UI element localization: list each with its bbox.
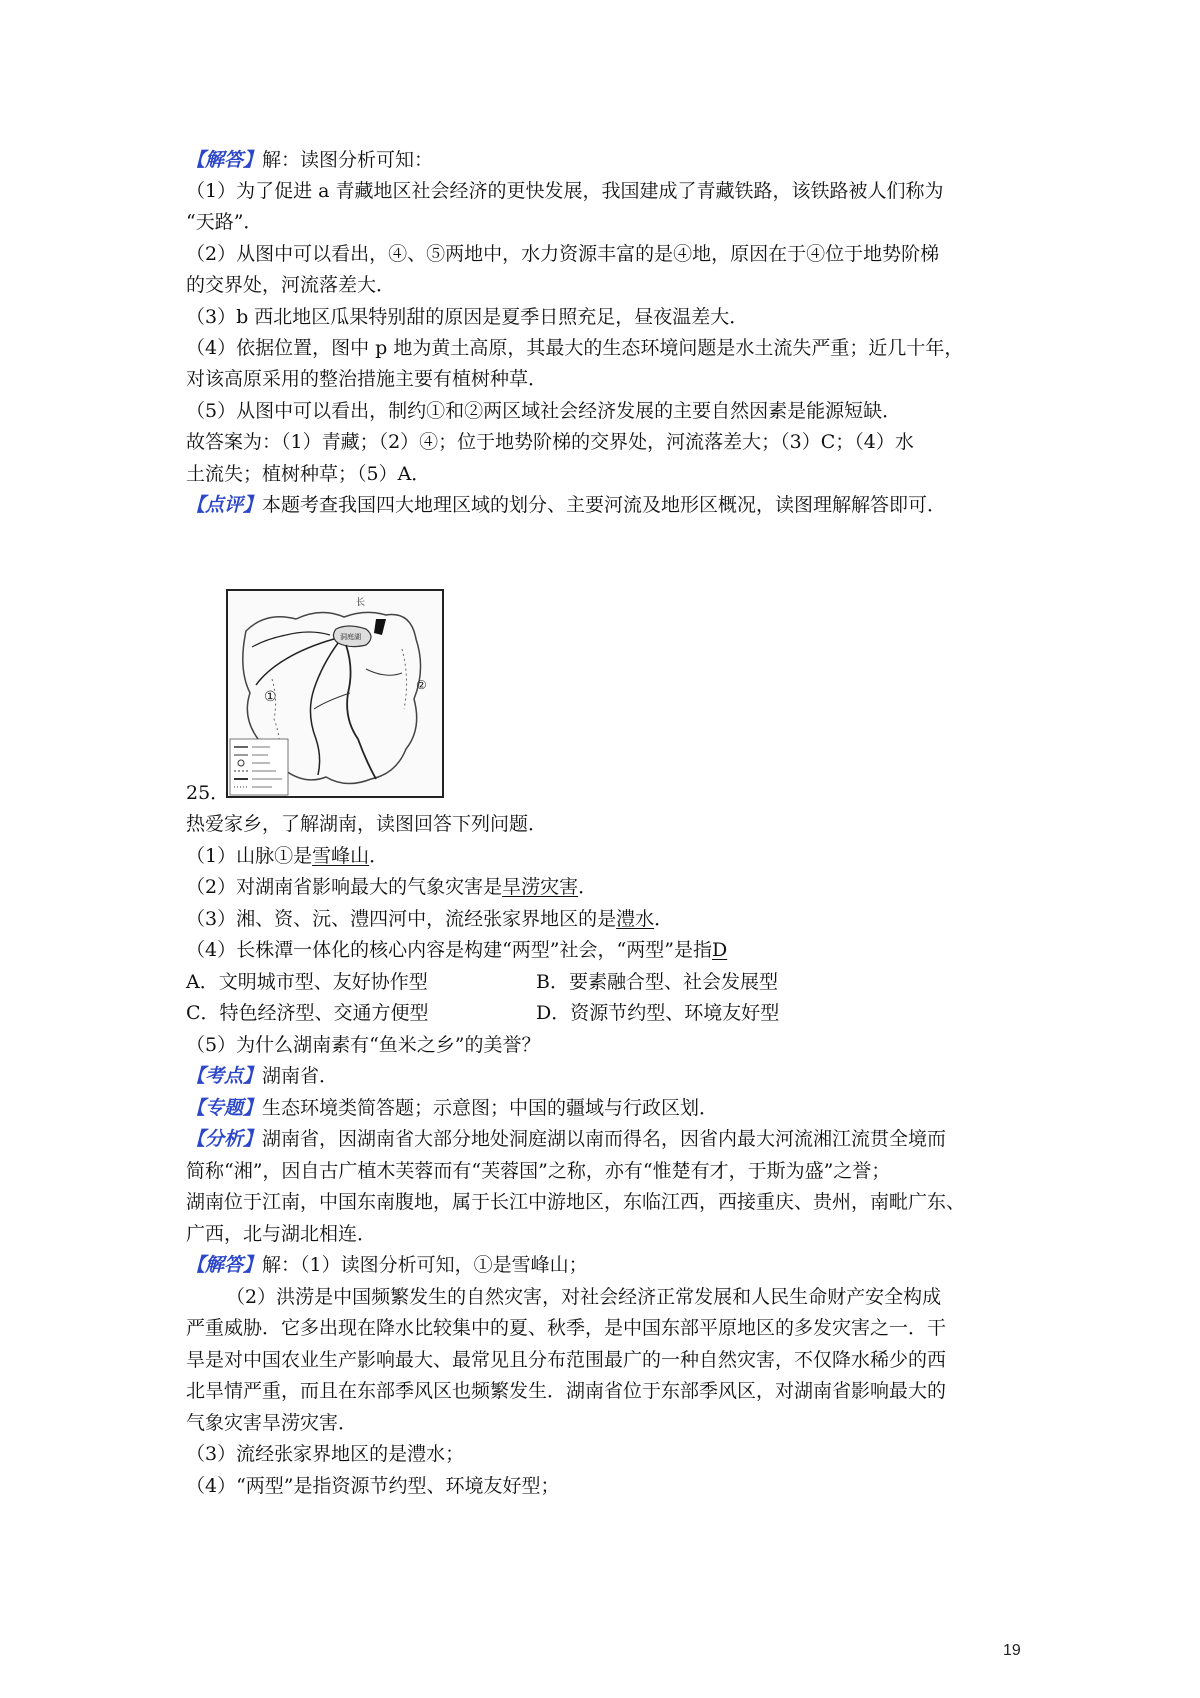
analysis-tag: 【分析】 — [186, 1128, 263, 1150]
answer-underlined: 雪峰山 — [312, 845, 370, 867]
answer-line: “天路”． — [186, 211, 263, 233]
sub-question-4: （4）长株潭一体化的核心内容是构建“两型”社会，“两型”是指D — [186, 939, 728, 961]
option-b: B．要素融合型、社会发展型 — [536, 971, 778, 993]
solution-line: 【解答】解：（1）读图分析可知，①是雪峰山； — [186, 1254, 588, 1276]
zhuanti-line: 【专题】生态环境类简答题；示意图；中国的疆域与行政区划． — [186, 1097, 719, 1119]
review-tag: 【点评】 — [186, 494, 263, 516]
solution-line: 旱是对中国农业生产影响最大、最常见且分布范围最广的一种自然灾害，不仅降水稀少的西 — [186, 1349, 947, 1371]
solution-line: （4）“两型”是指资源节约型、环境友好型； — [186, 1475, 560, 1497]
answer-underlined: D — [711, 939, 728, 961]
option-a: A．文明城市型、友好协作型 — [186, 971, 428, 993]
kaodian-tag: 【考点】 — [186, 1065, 263, 1087]
answer-underlined: 澧水 — [616, 908, 655, 930]
answer-line: 对该高原采用的整治措施主要有植树种草． — [186, 368, 548, 390]
map-label-2: ② — [416, 678, 427, 692]
answer-underlined: 旱涝灾害 — [502, 876, 579, 898]
answer-summary-line: 故答案为：（1）青藏；（2）④；位于地势阶梯的交界处，河流落差大；（3）C；（4）水 — [186, 431, 914, 453]
map-label-changjiang: 长 — [356, 598, 366, 608]
question-stem: 热爱家乡，了解湖南，读图回答下列问题． — [186, 813, 548, 835]
review-line: 【点评】本题考查我国四大地理区域的划分、主要河流及地形区概况，读图理解解答即可． — [186, 494, 947, 516]
answer-line: （5）从图中可以看出，制约①和②两区域社会经济发展的主要自然因素是能源短缺． — [186, 400, 902, 422]
analysis-line: 湖南位于江南，中国东南腹地，属于长江中游地区，东临江西，西接重庆、贵州，南毗广东、 — [186, 1191, 966, 1213]
option-c: C．特色经济型、交通方便型 — [186, 1002, 429, 1024]
solution-line: 严重威胁．它多出现在降水比较集中的夏、秋季，是中国东部平原地区的多发灾害之一．干 — [186, 1317, 947, 1339]
map-label-dongting: 洞庭湖 — [340, 633, 361, 641]
sub-question-3: （3）湘、资、沅、澧四河中，流经张家界地区的是澧水． — [186, 908, 674, 930]
answer-summary-line: 土流失；植树种草；（5）A． — [186, 463, 431, 485]
answer-line: 的交界处，河流落差大． — [186, 274, 396, 296]
question-number: 25． — [186, 782, 230, 804]
page-number: 19 — [1003, 1642, 1021, 1659]
hunan-map-figure — [226, 589, 444, 798]
option-d: D．资源节约型、环境友好型 — [536, 1002, 780, 1024]
analysis-line: 【分析】湖南省，因湖南省大部分地处洞庭湖以南而得名，因省内最大河流湘江流贯全境而 — [186, 1128, 947, 1150]
solution-line: 北旱情严重，而且在东部季风区也频繁发生．湖南省位于东部季风区，对湖南省影响最大的 — [186, 1380, 947, 1402]
solution-line: 气象灾害旱涝灾害． — [186, 1412, 358, 1434]
sub-question-1: （1）山脉①是雪峰山． — [186, 845, 389, 867]
analysis-line: 简称“湘”，因自古广植木芙蓉而有“芙蓉国”之称，亦有“惟楚有才，于斯为盛”之誉； — [186, 1160, 891, 1182]
kaodian-line: 【考点】湖南省． — [186, 1065, 339, 1087]
answer-tag: 【解答】 — [186, 149, 263, 171]
solution-line: （3）流经张家界地区的是澧水； — [186, 1443, 465, 1465]
sub-question-5: （5）为什么湖南素有“鱼米之乡”的美誉？ — [186, 1034, 541, 1056]
sub-question-2: （2）对湖南省影响最大的气象灾害是旱涝灾害． — [186, 876, 598, 898]
answer-line: （3）b 西北地区瓜果特别甜的原因是夏季日照充足，昼夜温差大． — [186, 306, 749, 328]
solution-tag: 【解答】 — [186, 1254, 263, 1276]
solution-line: （2）洪涝是中国频繁发生的自然灾害，对社会经济正常发展和人民生命财产安全构成 — [226, 1286, 942, 1308]
map-label-1: ① — [264, 689, 277, 705]
answer-line: （1）为了促进 a 青藏地区社会经济的更快发展，我国建成了青藏铁路，该铁路被人们称为 — [186, 180, 944, 202]
analysis-line: 广西，北与湖北相连． — [186, 1223, 377, 1245]
zhuanti-tag: 【专题】 — [186, 1097, 263, 1119]
answer-heading-line: 【解答】解：读图分析可知： — [186, 149, 434, 171]
answer-line: （4）依据位置，图中 p 地为黄土高原，其最大的生态环境问题是水土流失严重；近几十年， — [186, 337, 964, 359]
answer-line: （2）从图中可以看出，④、⑤两地中，水力资源丰富的是④地，原因在于④位于地势阶梯 — [186, 243, 940, 265]
